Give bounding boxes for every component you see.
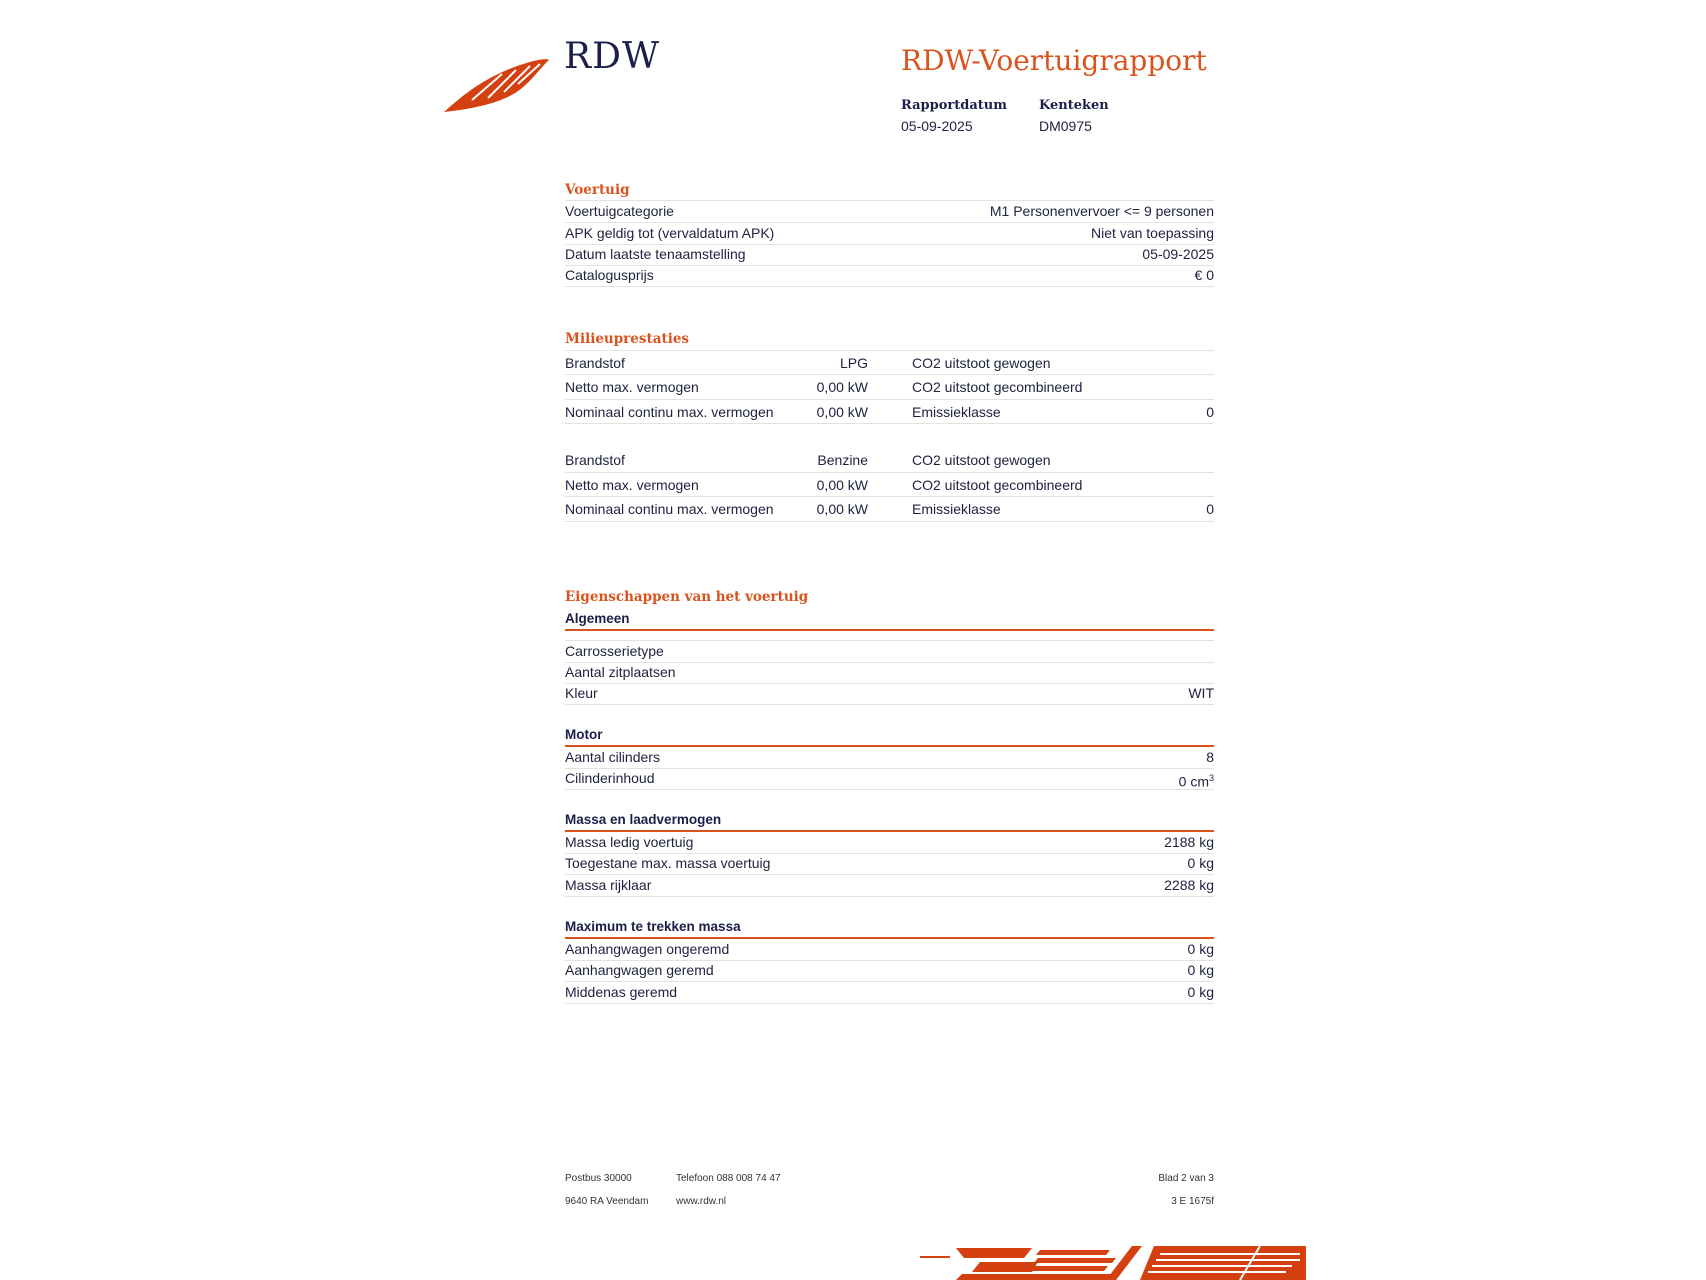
env-value: 0 bbox=[1206, 501, 1214, 517]
footer-page-number: Blad 2 van 3 bbox=[1158, 1173, 1214, 1184]
row-value: € 0 bbox=[1194, 267, 1214, 283]
footer-postbus: Postbus 30000 bbox=[565, 1173, 632, 1184]
table-row bbox=[565, 265, 1214, 287]
env-label: Brandstof bbox=[565, 452, 625, 468]
env-label: Netto max. vermogen bbox=[565, 379, 699, 395]
row-label: Aanhangwagen geremd bbox=[565, 962, 714, 978]
row-label: Carrosserietype bbox=[565, 643, 664, 659]
table-row bbox=[565, 875, 1214, 897]
row-label: APK geldig tot (vervaldatum APK) bbox=[565, 225, 775, 241]
env-value: 0,00 kW bbox=[816, 404, 868, 420]
divider bbox=[565, 399, 1214, 400]
row-value: 2288 kg bbox=[1164, 877, 1214, 893]
env-value: 0,00 kW bbox=[816, 501, 868, 517]
env-label: Nominaal continu max. vermogen bbox=[565, 404, 774, 420]
divider bbox=[565, 350, 1214, 351]
subsection-title-massa: Massa en laadvermogen bbox=[565, 812, 722, 827]
rdw-stripes-graphic bbox=[920, 1244, 1306, 1280]
row-value: 0 kg bbox=[1187, 962, 1214, 978]
env-label: Emissieklasse bbox=[912, 404, 1001, 420]
table-row bbox=[565, 244, 1214, 266]
env-value: 0,00 kW bbox=[816, 477, 868, 493]
table-row bbox=[565, 939, 1214, 961]
footer-telefoon: Telefoon 088 008 74 47 bbox=[676, 1173, 781, 1184]
table-row bbox=[565, 960, 1214, 982]
subsection-title-trekken: Maximum te trekken massa bbox=[565, 919, 741, 934]
env-label: Emissieklasse bbox=[912, 501, 1001, 517]
divider bbox=[565, 521, 1214, 522]
row-value: Niet van toepassing bbox=[1091, 225, 1214, 241]
table-row bbox=[565, 683, 1214, 705]
row-value: 0 kg bbox=[1187, 855, 1214, 871]
row-value: 0 kg bbox=[1187, 984, 1214, 1000]
env-value: LPG bbox=[839, 355, 868, 371]
table-row bbox=[565, 223, 1214, 245]
logo-text: RDW bbox=[564, 36, 660, 77]
row-label: Middenas geremd bbox=[565, 984, 678, 1000]
env-value: Benzine bbox=[817, 452, 868, 468]
row-value: 0 kg bbox=[1187, 941, 1214, 957]
row-value: 8 bbox=[1206, 749, 1214, 765]
divider bbox=[565, 374, 1214, 375]
section-title-voertuig: Voertuig bbox=[565, 182, 630, 198]
table-row bbox=[565, 982, 1214, 1004]
orange-divider bbox=[565, 629, 1214, 631]
row-label: Aanhangwagen ongeremd bbox=[565, 941, 730, 957]
cilinderinhoud-value: 0 cm bbox=[1178, 773, 1209, 790]
unit-superscript: 3 bbox=[1208, 773, 1214, 783]
kenteken-value: DM0975 bbox=[1039, 118, 1092, 134]
env-value: 0,00 kW bbox=[816, 379, 868, 395]
subsection-title-algemeen: Algemeen bbox=[565, 611, 630, 626]
row-label: Catalogusprijs bbox=[565, 267, 654, 283]
env-label: Brandstof bbox=[565, 355, 625, 371]
table-row bbox=[565, 662, 1214, 684]
row-value: M1 Personenvervoer <= 9 personen bbox=[989, 203, 1214, 219]
row-value: 2188 kg bbox=[1164, 834, 1214, 850]
table-row bbox=[565, 747, 1214, 769]
row-value bbox=[1179, 768, 1214, 792]
row-value: WIT bbox=[1188, 685, 1214, 701]
row-label: Voertuigcategorie bbox=[565, 203, 674, 219]
rapportdatum-label: Rapportdatum bbox=[901, 98, 1007, 113]
section-title-milieu: Milieuprestaties bbox=[565, 331, 690, 347]
table-row bbox=[565, 832, 1214, 854]
env-label: CO2 uitstoot gecombineerd bbox=[912, 379, 1083, 395]
row-label: Massa rijklaar bbox=[565, 877, 652, 893]
row-label: Aantal zitplaatsen bbox=[565, 664, 676, 680]
env-label: CO2 uitstoot gewogen bbox=[912, 452, 1051, 468]
env-label: CO2 uitstoot gecombineerd bbox=[912, 477, 1083, 493]
kenteken-label: Kenteken bbox=[1039, 98, 1109, 113]
env-label: Nominaal continu max. vermogen bbox=[565, 501, 774, 517]
env-value: 0 bbox=[1206, 404, 1214, 420]
rapportdatum-value: 05-09-2025 bbox=[901, 118, 973, 134]
divider bbox=[565, 472, 1214, 473]
footer-plaats: 9640 RA Veendam bbox=[565, 1196, 649, 1207]
rdw-feather-logo-icon bbox=[442, 56, 550, 114]
table-row bbox=[565, 201, 1214, 223]
table-row bbox=[565, 853, 1214, 875]
table-row bbox=[565, 641, 1214, 663]
row-label: Kleur bbox=[565, 685, 598, 701]
row-label: Cilinderinhoud bbox=[565, 770, 655, 786]
row-label: Aantal cilinders bbox=[565, 749, 660, 765]
subsection-title-motor: Motor bbox=[565, 727, 603, 742]
row-label: Datum laatste tenaamstelling bbox=[565, 246, 746, 262]
report-title: RDW-Voertuigrapport bbox=[901, 44, 1207, 77]
row-value: 05-09-2025 bbox=[1142, 246, 1214, 262]
divider bbox=[565, 496, 1214, 497]
footer-code: 3 E 1675f bbox=[1171, 1196, 1214, 1207]
row-label: Massa ledig voertuig bbox=[565, 834, 694, 850]
env-label: CO2 uitstoot gewogen bbox=[912, 355, 1051, 371]
table-row bbox=[565, 768, 1214, 790]
row-label: Toegestane max. massa voertuig bbox=[565, 855, 771, 871]
footer-website[interactable]: www.rdw.nl bbox=[676, 1196, 727, 1207]
section-title-eigenschappen: Eigenschappen van het voertuig bbox=[565, 589, 809, 605]
env-label: Netto max. vermogen bbox=[565, 477, 699, 493]
divider bbox=[565, 423, 1214, 424]
